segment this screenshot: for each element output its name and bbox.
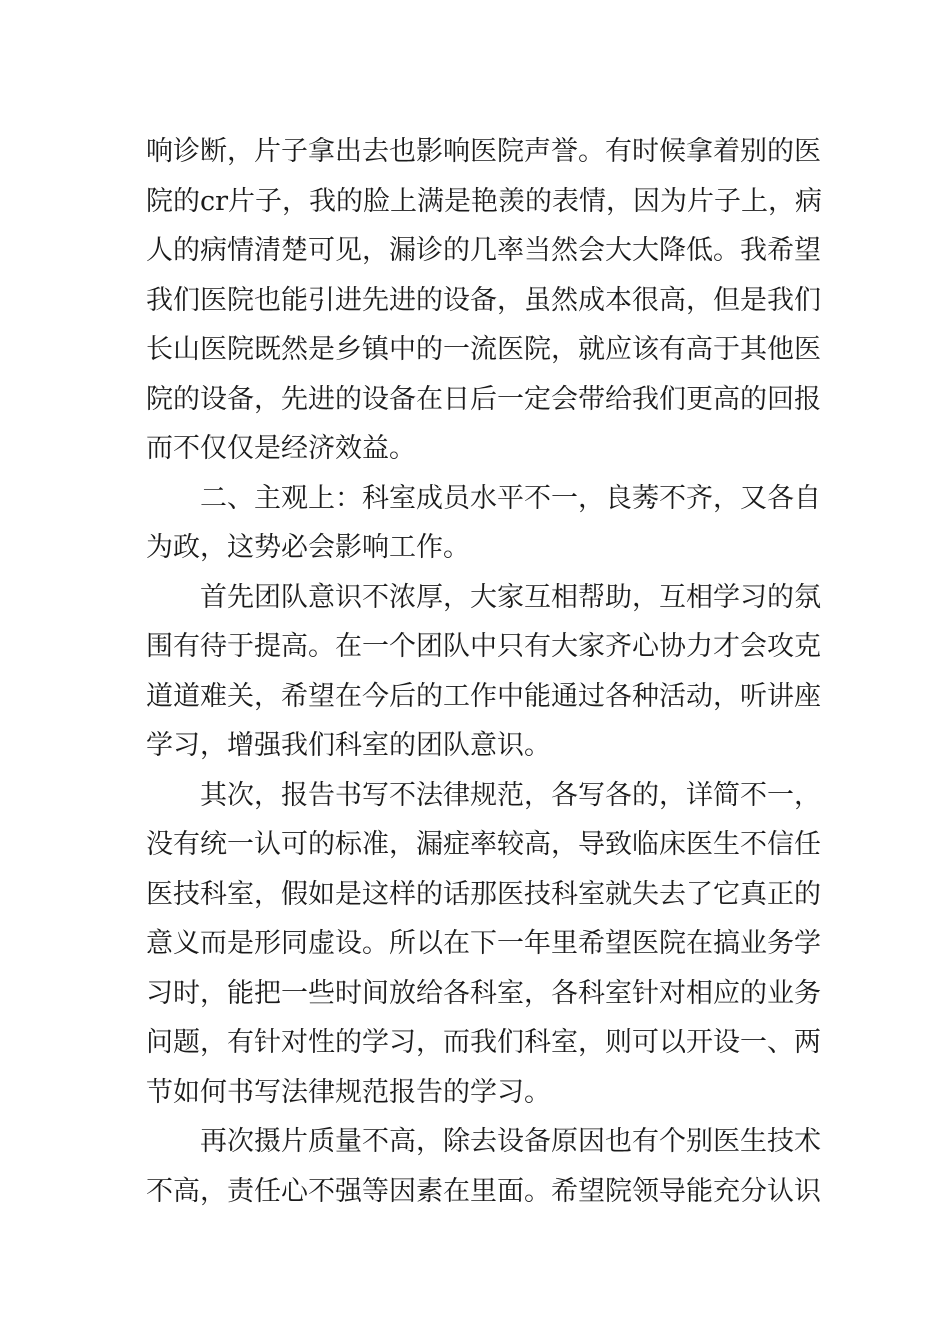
- text-line: 院的设备，先进的设备在日后一定会带给我们更高的回报: [146, 383, 821, 415]
- text-line: 道道难关，希望在今后的工作中能通过各种活动，听讲座: [146, 680, 821, 712]
- text-line: 学习，增强我们科室的团队意识。: [146, 730, 551, 761]
- text-line: 问题，有针对性的学习，而我们科室，则可以开设一、两: [146, 1027, 821, 1058]
- text-line: 再次摄片质量不高，除去设备原因也有个别医生技术: [200, 1126, 821, 1157]
- text-line: 节如何书写法律规范报告的学习。: [146, 1076, 551, 1108]
- text-line: 二、主观上：科室成员水平不一，良莠不齐，又各自: [200, 482, 821, 514]
- text-line: 其次，报告书写不法律规范，各写各的，详简不一，: [200, 779, 821, 811]
- text-line: 不高，责任心不强等因素在里面。希望院领导能充分认识: [146, 1175, 821, 1207]
- text-line: 围有待于提高。在一个团队中只有大家齐心协力才会攻克: [146, 631, 821, 662]
- text-line: 为政，这势必会影响工作。: [146, 532, 470, 563]
- text-line: 医技科室，假如是这样的话那医技科室就失去了它真正的: [146, 878, 821, 910]
- text-line: 长山医院既然是乡镇中的一流医院，就应该有高于其他医: [146, 334, 821, 365]
- text-line: 院的cr片子，我的脸上满是艳羡的表情，因为片子上，病: [146, 185, 823, 217]
- text-line: 我们医院也能引进先进的设备，虽然成本很高，但是我们: [146, 284, 821, 316]
- text-line: 响诊断，片子拿出去也影响医院声誉。有时候拿着别的医: [146, 136, 821, 167]
- text-line: 首先团队意识不浓厚，大家互相帮助，互相学习的氛: [200, 581, 821, 613]
- text-line: 人的病情清楚可见，漏诊的几率当然会大大降低。我希望: [146, 235, 821, 266]
- text-line: 没有统一认可的标准，漏症率较高，导致临床医生不信任: [146, 829, 821, 860]
- text-line: 意义而是形同虚设。所以在下一年里希望医院在搞业务学: [146, 928, 821, 959]
- body-text: [146, 127, 826, 1216]
- text-line: 而不仅仅是经济效益。: [146, 433, 416, 464]
- text-line: 习时，能把一些时间放给各科室，各科室针对相应的业务: [146, 977, 821, 1009]
